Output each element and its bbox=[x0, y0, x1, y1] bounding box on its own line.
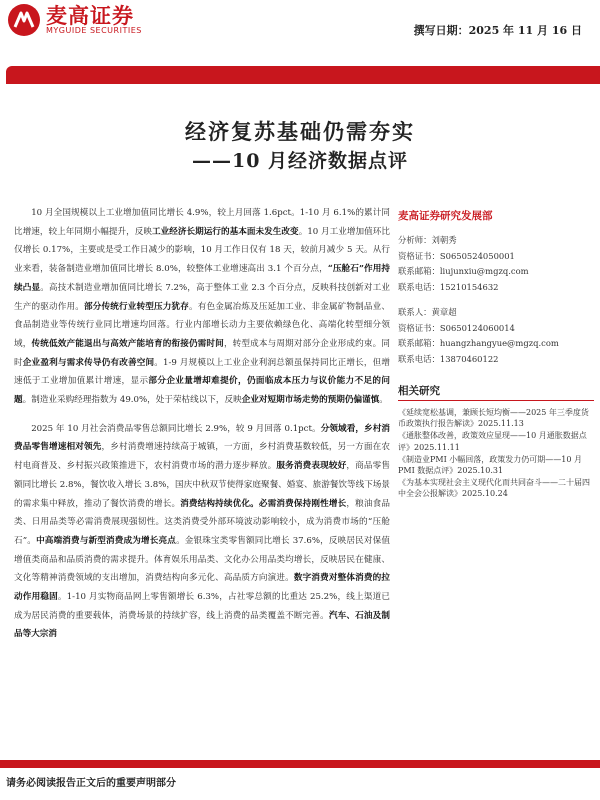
contact-card bbox=[398, 305, 594, 367]
analyst-card bbox=[398, 233, 594, 295]
related-research-item[interactable]: 《为基本实现社会主义现代化而共同奋斗——二十届四中全会公报解读》2025.10.24 bbox=[398, 478, 590, 499]
analyst-email[interactable]: 联系邮箱：liujunxiu@mgzq.com bbox=[398, 266, 529, 276]
company-logo bbox=[6, 2, 176, 38]
emphasis-text: 部分传统行业转型压力犹存 bbox=[83, 301, 189, 312]
emphasis-text: “压舱石”作用持续凸显 bbox=[14, 264, 391, 293]
contact-phone: 联系电话：13870460122 bbox=[398, 353, 499, 364]
body-text: 10 月全国规模以上工业增加值同比增长 4.9%，较上月回落 1.6pct。1-10 月 6.1%的累计同比增速，较上年同期小幅提升，反映 bbox=[14, 208, 390, 237]
contact-email[interactable]: 联系邮箱：huangzhangyue@mgzq.com bbox=[398, 338, 559, 348]
body-text: 。金银珠宝类零售额同比增长 37.6%，反映居民对保值增值类商品和品质消费的需求提升。体育娱乐用品类、文化办公用品类均增长，反映居民在健康、文化等精神消费领域的支出增加，消费结构向多元化、高品质方向演进。 bbox=[14, 535, 390, 584]
emphasis-text: 消费结构持续优化。必需消费保持刚性增长 bbox=[180, 498, 347, 509]
body-text: 。制造业采购经理指数为 49.0%，处于荣枯线以下，反映 bbox=[22, 395, 242, 406]
report-subtitle: ——10 月经济数据点评 bbox=[191, 150, 409, 172]
body-text: ，乡村消费增速持续高于城镇，一方面，乡村消费基数较低，另一方面在农村电商普及、乡村振兴政策推进下，农村消费市场的潜力逐步释放。 bbox=[14, 442, 390, 472]
body-text: 。1-10 月实物商品网上零售额增长 6.3%，占社零总额的比重达 25.2%，线上渠道已成为居民消费的重要载体，消费场景的持续扩容，线上消费的品类覆盖不断完善。 bbox=[14, 592, 390, 621]
contact-name: 联系人：黄章超 bbox=[398, 307, 457, 317]
analyst-name: 分析师：刘朝秀 bbox=[398, 235, 457, 245]
report-title: 经济复苏基础仍需夯实 bbox=[185, 119, 415, 144]
analyst-cert: 资格证书：S0650524050001 bbox=[398, 250, 515, 261]
related-research-item[interactable]: 《制造业PMI 小幅回落，政策发力仍可期——10 月 PMI 数据点评》2025.10.31 bbox=[398, 454, 582, 476]
body-text: 。1-9 月规模以上工业企业利润总额虽保持同比正增长，但增速低于工业增加值累计增速，显示 bbox=[14, 357, 390, 387]
body-text: 2025 年 10 月社会消费品零售总额同比增长 2.9%，较 9 月回落 0.1pct。 bbox=[31, 423, 321, 434]
footer-banner bbox=[0, 760, 600, 768]
contact-cert: 资格证书：S0650124060014 bbox=[398, 322, 515, 333]
body-paragraph-industry bbox=[14, 204, 390, 410]
logo-chinese-name: 麦高证券 bbox=[46, 4, 134, 28]
emphasis-text: 分领域看，乡村消费品零售增速相对领先 bbox=[14, 423, 390, 453]
logo-mark-icon bbox=[6, 2, 42, 38]
sidebar bbox=[398, 208, 594, 501]
related-research-item[interactable]: 《延续宽松基调，兼顾长短均衡——2025 年三季度货币政策执行报告解读》2025.11.13 bbox=[398, 408, 589, 429]
emphasis-text: 中高端消费与新型消费成为增长亮点 bbox=[36, 535, 177, 546]
report-date: 撰写日期：2025 年 11 月 16 日 bbox=[413, 24, 582, 37]
report-body bbox=[14, 204, 390, 644]
emphasis-text: 部分企业量增却难提价，仍面临成本压力与议价能力不足的问题 bbox=[14, 376, 390, 406]
research-dept-heading: 麦高证券研究发展部 bbox=[398, 210, 493, 222]
emphasis-text: 数字消费对整体消费的拉动作用稳固 bbox=[14, 573, 390, 603]
emphasis-text: 企业对短期市场走势的预期仍偏谨慎 bbox=[241, 395, 380, 406]
logo-english-name: MYGUIDE SECURITIES bbox=[46, 26, 142, 35]
analyst-phone: 联系电话：15210154632 bbox=[398, 281, 499, 292]
body-paragraph-consumption bbox=[14, 420, 390, 644]
body-text: 。高技术制造业增加值同比增长 7.2%，高于整体工业 2.3 个百分点，反映科技创新对工业生产的驱动作用。 bbox=[14, 282, 390, 312]
emphasis-text: 汽车、石油及制品等大宗消 bbox=[14, 610, 390, 640]
body-text: ，商品零售额同比增长 2.8%，餐饮收入增长 3.8%，国庆中秋双节使得家庭聚餐、婚宴、旅游餐饮等线下场景的需求集中释放，推动了餐饮消费的增长。 bbox=[14, 461, 390, 509]
related-research-list bbox=[398, 407, 594, 500]
body-text: ，转型成本与周期对部分企业形成约束。同时 bbox=[14, 338, 390, 368]
emphasis-text: 工业经济长期运行的基本面未发生改变 bbox=[152, 226, 299, 237]
emphasis-text: 服务消费表现较好 bbox=[276, 461, 347, 472]
body-text: 。10 月工业增加值环比仅增长 0.17%，主要或是受工作日减少的影响，10 月工作日仅有 18 天，较前月减少 5 天。从行业来看，装备制造业增加值同比增长 8.0%，较整体工业增速高出 3.1 个百分点， bbox=[14, 226, 390, 275]
emphasis-text: 传统低效产能退出与高效产能培育的衔接仍需时间 bbox=[31, 338, 224, 349]
body-text: 。 bbox=[379, 395, 388, 406]
related-research-item[interactable]: 《通胀整体改善，政策效应显现——10 月通胀数据点评》2025.11.11 bbox=[398, 431, 587, 452]
related-research-heading: 相关研究 bbox=[398, 383, 594, 401]
disclaimer-footer: 请务必阅读报告正文后的重要声明部分 bbox=[6, 778, 176, 789]
body-text: ，粮油食品类、日用品类等必需消费展现强韧性。这类消费受外部环境波动影响较小，成为消费市场的“压舱石”。 bbox=[14, 498, 390, 546]
header-banner bbox=[6, 66, 600, 84]
body-text: 。有色金属冶炼及压延加工业、非金属矿物制品业、食品制造业等传统行业同比增速均回落。行业内部增长动力主要依赖绿色化、高端化转型细分领域， bbox=[14, 301, 390, 349]
emphasis-text: 企业盈利与需求传导仍有改善空间 bbox=[22, 357, 155, 368]
